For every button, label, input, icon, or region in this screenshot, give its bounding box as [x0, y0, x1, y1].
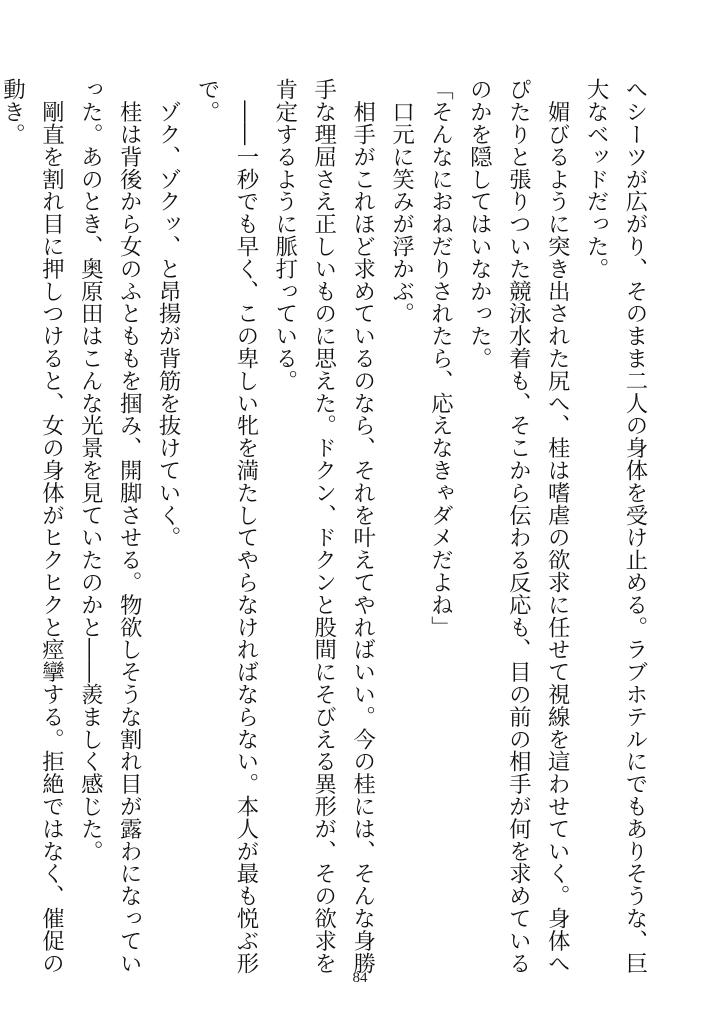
text-line: ゾク、ゾクッ、と昂揚が背筋を抜けていく。: [155, 78, 182, 549]
text-line: へシーツが広がり、そのまま二人の身体を受け止める。ラブホテルにでもありそうな、巨: [622, 78, 648, 974]
text-line: 相手がこれほど求めているのなら、それを叶えてやればいい。今の桂には、そんな身勝: [349, 78, 376, 974]
page-number: 84: [352, 970, 368, 986]
text-line: 大なベッドだった。: [583, 78, 610, 280]
vertical-text-body: [0, 78, 654, 974]
text-line: 手な理屈さえ正しいものに思えた。ドクン、ドクンと股間にそびえる異形が、その欲求を: [310, 78, 337, 974]
text-line: で。: [194, 78, 221, 123]
text-line: ぴたりと張りついた競泳水着も、そこから伝わる反応も、目の前の相手が何を求めている: [505, 78, 532, 974]
text-line: のかを隠してはいなかった。: [466, 78, 493, 370]
text-line: った。あのとき、奥原田はこんな光景を見ていたのかと――羨ましく感じた。: [77, 78, 104, 862]
text-line: 「そんなにおねだりされたら、応えなきゃダメだよね」: [427, 78, 454, 638]
text-line: 剛直を割れ目に押しつけると、女の身体がヒクヒクと痙攣する。拒絶ではなく、催促の: [38, 78, 65, 974]
text-line: 動き。: [0, 78, 26, 146]
text-line: ――一秒でも早く、この卑しい牝を満たしてやらなければならない。本人が最も悦ぶ形: [232, 78, 259, 974]
text-line: 肯定するように脈打っている。: [271, 78, 298, 392]
text-line: 口元に笑みが浮かぶ。: [388, 78, 415, 325]
text-line: 媚びるように突き出された尻へ、桂は嗜虐の欲求に任せて視線を這わせていく。身体へ: [544, 78, 571, 974]
text-line: 桂は背後から女のふとももを掴み、開脚させる。物欲しそうな割れ目が露わになってい: [116, 78, 143, 974]
